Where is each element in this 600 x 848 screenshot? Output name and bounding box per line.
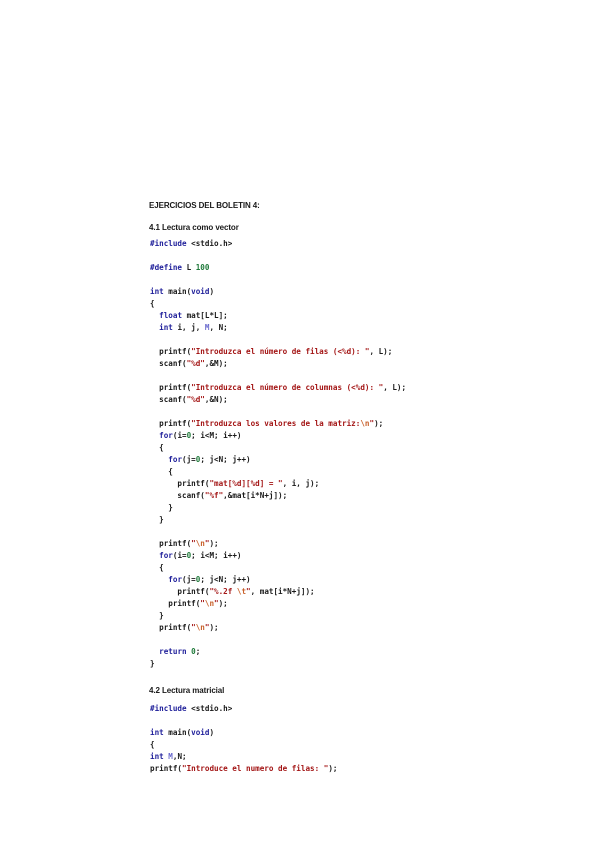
code-token: mat[L*L]; [182,311,228,320]
code-line [150,430,406,442]
code-token: " [204,539,210,548]
section-heading-vector: 4.1 Lectura como vector [149,223,239,232]
code-token: { [150,299,155,308]
code-line [150,658,406,670]
code-line [150,739,337,751]
code-token: int [159,323,173,332]
code-line [150,763,337,775]
code-line [150,418,406,430]
code-token: " [214,599,219,608]
code-token: { [150,563,164,572]
code-token: printf( [150,383,192,392]
code-token: { [150,740,155,749]
code-token: { [150,467,173,476]
code-line [150,358,406,370]
code-token [150,455,168,464]
code-token: " [246,587,251,596]
code-token: scanf( [150,395,187,404]
code-token: "Introduce el numero de filas: " [182,764,329,773]
code-token: #include [150,704,187,713]
code-token: ,&N); [204,395,228,404]
code-token: int [150,752,164,761]
code-token: \n [195,623,205,632]
code-line [150,550,406,562]
code-token: printf( [150,539,192,548]
code-line [150,274,406,286]
code-token: printf( [150,599,201,608]
code-token: printf( [150,587,210,596]
section-heading-matrix: 4.2 Lectura matricial [149,686,225,695]
code-token: #define [150,263,183,272]
code-token [150,575,168,584]
code-token: ; j<N; j++) [200,455,251,464]
code-token: ); [218,599,228,608]
code-token: ,N; [172,752,187,761]
code-token: ); [374,419,384,428]
code-token: printf( [150,764,183,773]
code-line [150,334,406,346]
code-token: 0 [195,455,201,464]
code-token: main( [163,287,192,296]
code-token: "mat[%d][%d] = " [209,479,283,488]
code-token: void [191,728,210,737]
code-token: ; i<M; i++) [191,431,242,440]
code-token: " [369,419,375,428]
code-token: "Introduzca el número de filas (<%d): " [191,347,370,356]
code-block-matrix [150,703,337,775]
code-line [150,346,406,358]
code-line [150,526,406,538]
code-token: "Introduzca el número de columnas (<%d): " [191,383,384,392]
code-token: } [150,503,173,512]
code-line [150,514,406,526]
code-line [150,370,406,382]
code-token: return [159,647,187,656]
code-token: (j= [182,575,196,584]
code-token: ,&M); [204,359,228,368]
code-token: "Introduzca los valores de la matriz: [191,419,361,428]
code-token: ; i<M; i++) [191,551,242,560]
code-token: 0 [191,647,196,656]
code-token: (i= [172,551,187,560]
code-line [150,727,337,739]
code-line [150,466,406,478]
code-token: \n [360,419,370,428]
code-token: } [150,515,164,524]
code-line [150,478,406,490]
code-line [150,382,406,394]
code-token: int [150,287,164,296]
code-token: int [150,728,164,737]
code-line [150,238,406,250]
code-line [150,562,406,574]
code-token: i, j, [172,323,205,332]
code-line [150,634,406,646]
code-line [150,574,406,586]
code-token [150,431,159,440]
code-line [150,286,406,298]
code-line [150,454,406,466]
code-line [150,394,406,406]
code-token: ); [209,623,219,632]
code-token: #include [150,239,187,248]
code-token: for [159,551,173,560]
code-token: "%d" [186,359,205,368]
code-token: " [191,539,196,548]
code-line [150,598,406,610]
code-line [150,538,406,550]
code-token: \n [204,599,215,608]
code-token: 0 [195,575,201,584]
code-token: printf( [150,347,192,356]
code-token: L [182,263,196,272]
code-token: "%f" [204,491,224,500]
code-line [150,715,337,727]
code-token: ; j<N; j++) [200,575,251,584]
code-token: (j= [182,455,196,464]
code-token: scanf( [150,359,187,368]
code-token: main( [163,728,192,737]
code-line [150,310,406,322]
code-line [150,298,406,310]
code-token: for [159,431,173,440]
code-token: void [191,287,210,296]
code-token: 0 [186,431,192,440]
code-token: for [168,575,183,584]
code-token [150,311,159,320]
code-token: \n [195,539,205,548]
code-token: , N; [209,323,228,332]
code-token: } [150,611,164,620]
code-line [150,622,406,634]
code-token: for [168,455,183,464]
code-token: 100 [195,263,210,272]
code-token: ); [209,539,219,548]
code-token: float [159,311,183,320]
code-token: } [150,659,155,668]
code-token: "%d" [186,395,205,404]
code-token: printf( [150,479,210,488]
code-line [150,250,406,262]
code-block-vector [150,238,406,670]
code-token: 0 [186,551,192,560]
code-token: <stdio.h> [186,239,233,248]
code-token: , mat[i*N+j]); [250,587,315,596]
code-token: scanf( [150,491,205,500]
code-line [150,322,406,334]
code-token: , i, j); [282,479,320,488]
code-token: "%.2f [209,587,237,596]
code-line [150,751,337,763]
code-line [150,610,406,622]
code-token: " [204,623,210,632]
code-token: (i= [172,431,187,440]
code-token: , L); [383,383,407,392]
code-line [150,586,406,598]
code-token: \t [236,587,247,596]
code-line [150,442,406,454]
code-token: printf( [150,419,192,428]
code-token: printf( [150,623,192,632]
code-token [150,551,159,560]
code-token: ; [195,647,201,656]
code-token: <stdio.h> [186,704,233,713]
code-token: ); [328,764,338,773]
code-line [150,703,337,715]
code-line [150,406,406,418]
code-token [150,323,159,332]
code-token: M [204,323,210,332]
document-title: EJERCICIOS DEL BOLETIN 4: [149,201,260,210]
code-line [150,490,406,502]
code-token: ,&mat[i*N+j]); [223,491,288,500]
code-line [150,646,406,658]
code-token: , L); [369,347,393,356]
code-token: M [168,752,173,761]
code-token: " [200,599,205,608]
code-token [150,647,159,656]
code-token: " [191,623,196,632]
code-line [150,262,406,274]
code-token: ) [209,287,215,296]
code-token: ) [209,728,215,737]
code-token: { [150,443,164,452]
code-line [150,502,406,514]
